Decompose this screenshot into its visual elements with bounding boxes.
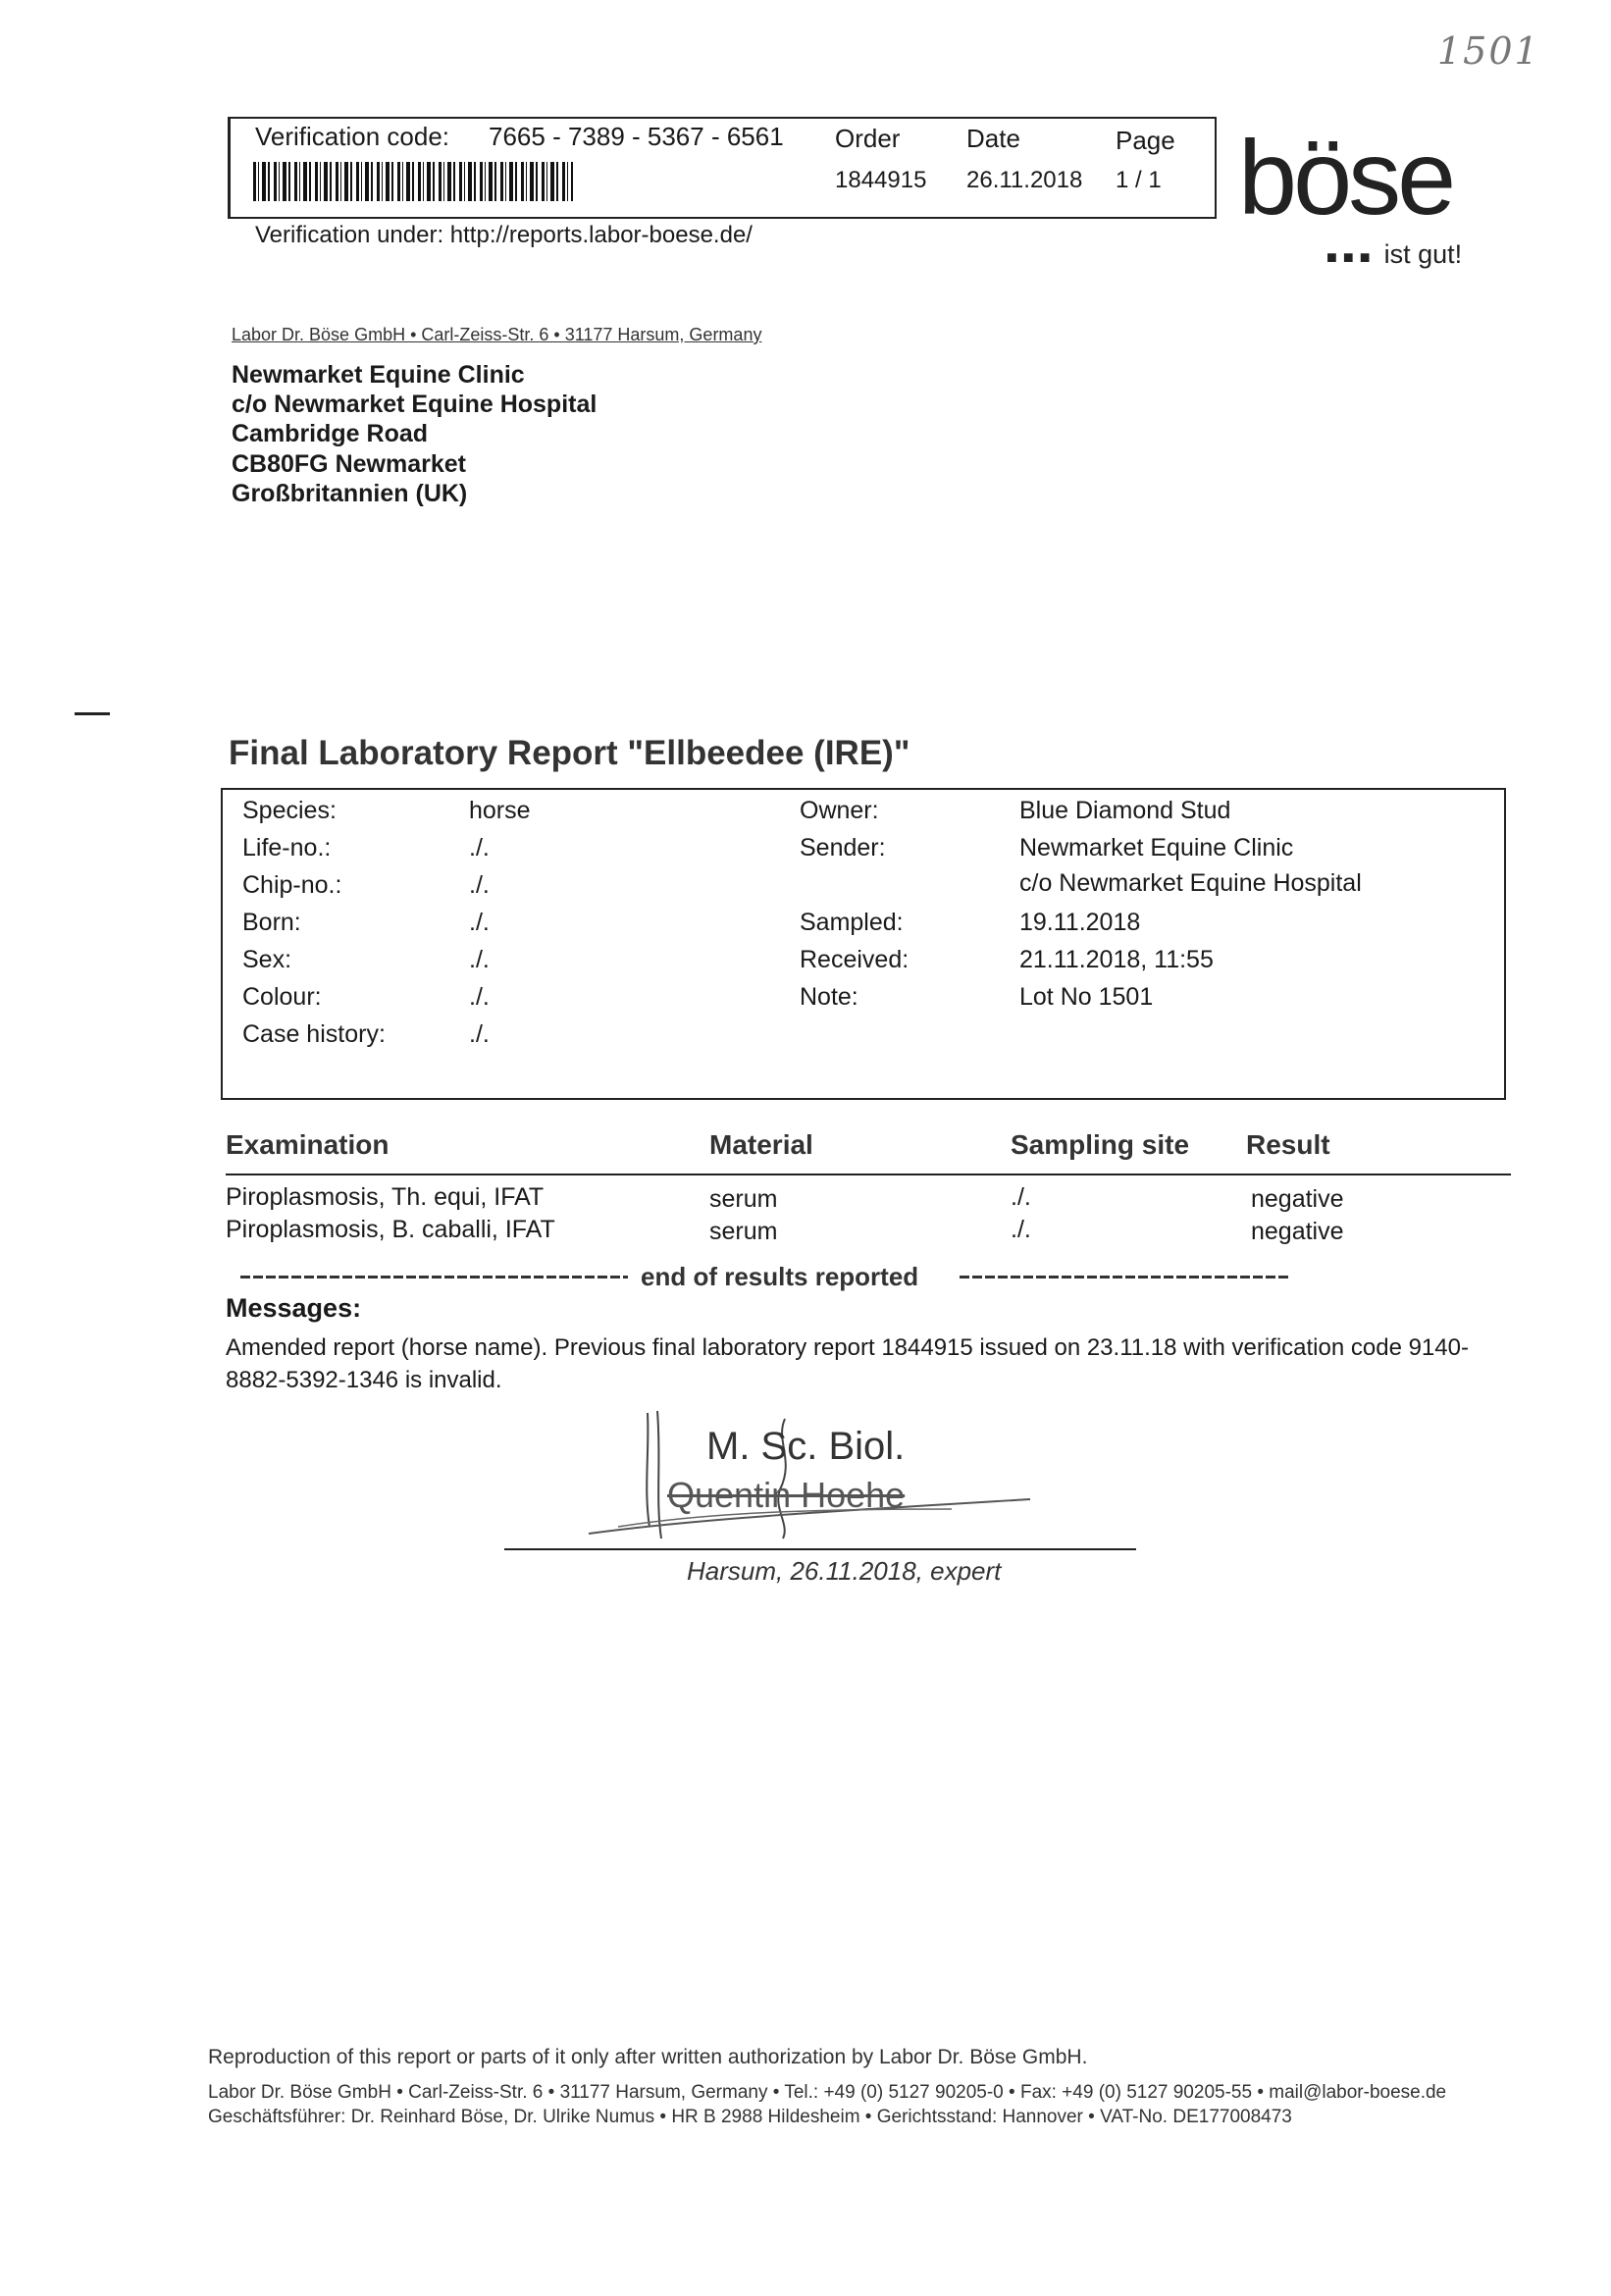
species-label: Species: — [242, 797, 337, 824]
order-label: Order — [835, 124, 901, 153]
sex-value: ./. — [469, 946, 490, 973]
life-no-label: Life-no.: — [242, 834, 332, 861]
colour-label: Colour: — [242, 983, 322, 1011]
row-2-examination: Piroplasmosis, B. caballi, IFAT — [226, 1216, 555, 1243]
tagline-text: ist gut! — [1383, 239, 1463, 269]
footer-management: Geschäftsführer: Dr. Reinhard Böse, Dr. Ulrike Numus • HR B 2988 Hildesheim • Gerichtsstand: Hannover • VAT-No. DE177008473 — [208, 2107, 1292, 2127]
owner-value: Blue Diamond Stud — [1019, 797, 1231, 824]
order-value: 1844915 — [835, 167, 927, 193]
sampled-value: 19.11.2018 — [1019, 909, 1141, 936]
life-no-value: ./. — [469, 834, 490, 861]
row-2-site: ./. — [1011, 1216, 1031, 1243]
species-value: horse — [469, 797, 531, 824]
case-history-label: Case history: — [242, 1020, 386, 1048]
sender-label: Sender: — [800, 834, 886, 861]
row-1-examination: Piroplasmosis, Th. equi, IFAT — [226, 1183, 545, 1211]
table-header-rule — [226, 1174, 1511, 1175]
signature-caption: Harsum, 26.11.2018, expert — [687, 1556, 1002, 1586]
verification-url: Verification under: http://reports.labor-boese.de/ — [255, 222, 753, 248]
sender-value-2: c/o Newmarket Equine Hospital — [1019, 869, 1362, 897]
col-examination: Examination — [226, 1129, 390, 1160]
signature-name: Quentin Hoehe — [667, 1475, 906, 1515]
row-1-result: negative — [1251, 1185, 1344, 1213]
note-label: Note: — [800, 983, 858, 1011]
fold-mark — [75, 712, 110, 715]
received-value: 21.11.2018, 11:55 — [1019, 946, 1214, 973]
received-label: Received: — [800, 946, 909, 973]
message-line-1: Amended report (horse name). Previous final laboratory report 1844915 issued on 23.11.18 with verification code 9140- — [226, 1334, 1469, 1361]
page-value: 1 / 1 — [1116, 167, 1162, 193]
row-2-result: negative — [1251, 1218, 1344, 1245]
verification-code-label: Verification code: — [255, 122, 450, 151]
chip-no-value: ./. — [469, 871, 490, 899]
verification-code: 7665 - 7389 - 5367 - 6561 — [489, 122, 784, 151]
sender-address-line: Labor Dr. Böse GmbH • Carl-Zeiss-Str. 6 • 31177 Harsum, Germany — [232, 325, 762, 344]
row-1-site: ./. — [1011, 1183, 1031, 1211]
footer-contact: Labor Dr. Böse GmbH • Carl-Zeiss-Str. 6 • 31177 Harsum, Germany • Tel.: +49 (0) 5127 90205-0 • Fax: +49 (0) 5127 90205-55 • mail@labor-boese.de — [208, 2082, 1447, 2103]
logo-tagline — [1326, 239, 1462, 270]
message-line-2: 8882-5392-1346 is invalid. — [226, 1367, 502, 1393]
recipient-line-3: Cambridge Road — [232, 420, 429, 447]
date-label: Date — [966, 124, 1020, 153]
barcode — [253, 162, 573, 201]
footer-reproduction: Reproduction of this report or parts of it only after written authorization by Labor Dr. Böse GmbH. — [208, 2046, 1088, 2068]
recipient-line-4: CB80FG Newmarket — [232, 450, 466, 478]
report-title: Final Laboratory Report "Ellbeedee (IRE)" — [229, 734, 910, 772]
date-value: 26.11.2018 — [966, 167, 1083, 193]
born-label: Born: — [242, 909, 301, 936]
owner-label: Owner: — [800, 797, 879, 824]
handwritten-lot-note: 1501 — [1437, 29, 1540, 73]
recipient-line-5: Großbritannien (UK) — [232, 480, 468, 507]
sender-value-1: Newmarket Equine Clinic — [1019, 834, 1294, 861]
messages-title: Messages: — [226, 1293, 362, 1323]
recipient-line-2: c/o Newmarket Equine Hospital — [232, 391, 598, 418]
col-material: Material — [709, 1129, 813, 1160]
sex-label: Sex: — [242, 946, 292, 973]
born-value: ./. — [469, 909, 490, 936]
colour-value: ./. — [469, 983, 490, 1011]
note-value: Lot No 1501 — [1019, 983, 1154, 1011]
row-2-material: serum — [709, 1218, 778, 1245]
signature-title: M. Sc. Biol. — [706, 1425, 906, 1468]
signature-line — [504, 1548, 1136, 1550]
end-rule-right — [960, 1276, 1288, 1278]
page-label: Page — [1116, 126, 1175, 155]
bose-logo: böse — [1238, 118, 1453, 236]
row-1-material: serum — [709, 1185, 778, 1213]
end-of-results: end of results reported — [641, 1262, 919, 1291]
tagline-dots-icon: ■■■ — [1326, 247, 1377, 267]
chip-no-label: Chip-no.: — [242, 871, 342, 899]
col-sampling-site: Sampling site — [1011, 1129, 1190, 1160]
col-result: Result — [1246, 1129, 1330, 1160]
end-rule-left — [240, 1276, 628, 1278]
case-history-value: ./. — [469, 1020, 490, 1048]
sampled-label: Sampled: — [800, 909, 904, 936]
recipient-line-1: Newmarket Equine Clinic — [232, 361, 525, 389]
